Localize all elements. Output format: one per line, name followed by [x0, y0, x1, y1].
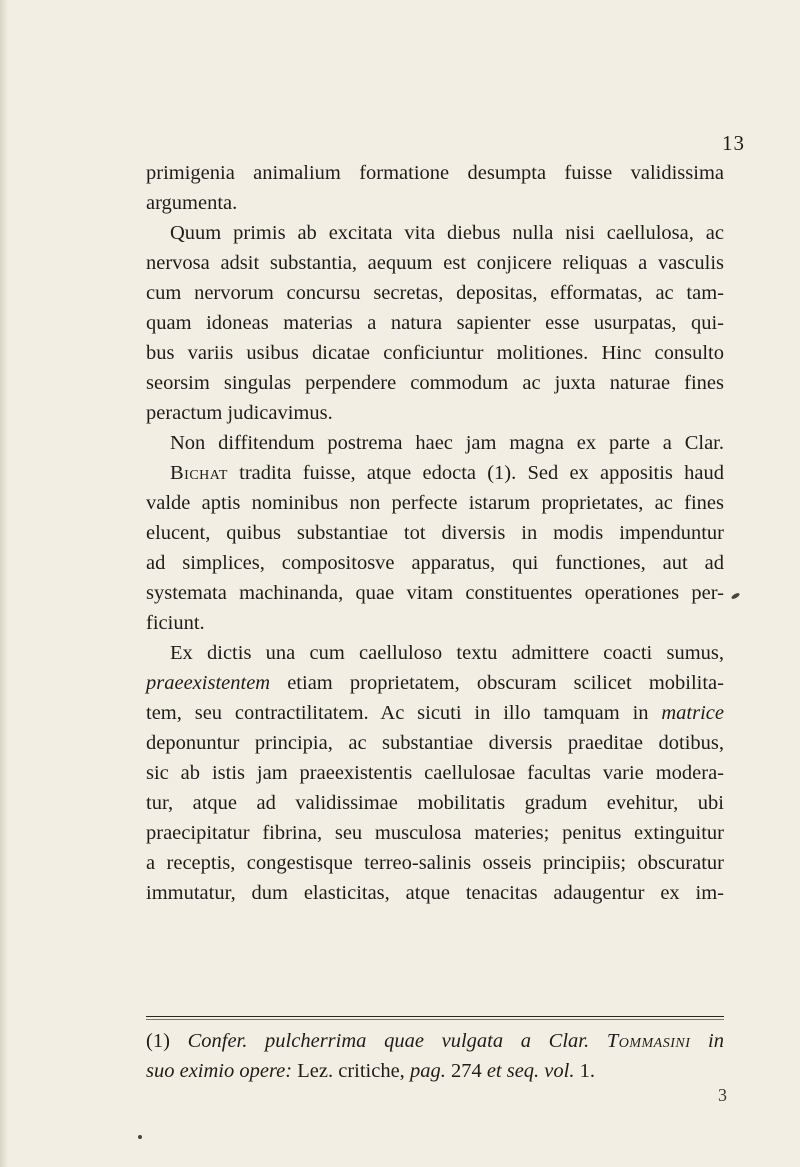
- text-run: etiam proprietatem, obscuram scilicet mobilita-: [270, 672, 724, 694]
- text-run: Lez. critiche,: [292, 1060, 410, 1082]
- page-number: 13: [722, 131, 745, 155]
- ink-speck: [731, 592, 741, 600]
- footnote-line: [146, 1056, 724, 1086]
- text-run: in: [690, 1030, 724, 1052]
- text-line: Ex dictis una cum caelluloso textu admittere coacti sumus,: [170, 642, 724, 664]
- signature-mark: 3: [718, 1085, 727, 1105]
- text-line: quam idoneas materias a natura sapienter esse usurpatas, qui-: [146, 312, 724, 334]
- text-run: suo eximio opere:: [146, 1060, 293, 1082]
- text-line: elucent, quibus substantiae tot diversis in modis impenduntur: [146, 522, 724, 544]
- text-run: Confer. pulcherrima quae vulgata a Clar.: [187, 1030, 607, 1052]
- page-edge-shadow: [0, 0, 8, 1167]
- text-line: valde aptis nominibus non perfecte istarum proprietates, ac fines: [146, 492, 724, 514]
- text-run: tem, seu contractilitatem. Ac sicuti in illo tamquam in: [146, 702, 662, 724]
- text-line: [146, 458, 724, 488]
- footnote-line: [146, 1026, 724, 1056]
- text-line: seorsim singulas perpendere commodum ac juxta naturae fines: [146, 372, 724, 394]
- text-line: Quum primis ab excitata vita diebus nulla nisi caellulosa, ac: [170, 222, 724, 244]
- text-run: praeexistentem: [146, 672, 271, 694]
- footnote-rule-thin: [146, 1019, 724, 1020]
- text-run: matrice: [661, 702, 724, 724]
- text-line: Non diffitendum postrema haec jam magna ex parte a Clar.: [170, 432, 724, 454]
- text-run: Bichat: [170, 462, 228, 484]
- body-text: [146, 158, 724, 908]
- text-line: systemata machinanda, quae vitam constituentes operationes per-: [146, 582, 724, 604]
- text-run: (1): [146, 1030, 188, 1052]
- text-line: bus variis usibus dicatae conficiuntur molitiones. Hinc consulto: [146, 342, 724, 364]
- text-line: cum nervorum concursu secretas, depositas, efformatas, ac tam-: [146, 282, 724, 304]
- text-line: praecipitatur fibrina, seu musculosa materies; penitus extinguitur: [146, 822, 724, 844]
- text-line: nervosa adsit substantia, aequum est conjicere reliquas a vasculis: [146, 252, 724, 274]
- text-run: pag.: [409, 1060, 446, 1082]
- footnote-rule: [146, 1016, 724, 1017]
- text-run: Tommasini: [606, 1030, 691, 1052]
- text-line: [146, 698, 724, 728]
- text-line: deponuntur principia, ac substantiae diversis praeditae dotibus,: [146, 732, 724, 754]
- text-line: primigenia animalium formatione desumpta fuisse validissima: [146, 162, 724, 184]
- text-line: peractum judicavimus.: [146, 402, 333, 424]
- text-run: tradita fuisse, atque edocta (1). Sed ex appositis haud: [227, 462, 724, 484]
- text-line: argumenta.: [146, 192, 238, 214]
- ink-speck: [138, 1135, 142, 1139]
- text-line: ficiunt.: [146, 612, 205, 634]
- footnotes: [146, 1026, 724, 1086]
- text-line: a receptis, congestisque terreo-salinis osseis principiis; obscuratur: [146, 852, 724, 874]
- text-line: tur, atque ad validissimae mobilitatis gradum evehitur, ubi: [146, 792, 724, 814]
- text-line: [146, 668, 724, 698]
- text-run: 1.: [574, 1060, 595, 1082]
- text-line: immutatur, dum elasticitas, atque tenacitas adaugentur ex im-: [146, 882, 724, 904]
- text-run: 274: [445, 1060, 487, 1082]
- text-run: et seq. vol.: [486, 1060, 575, 1082]
- text-line: ad simplices, compositosve apparatus, qui functiones, aut ad: [146, 552, 724, 574]
- text-line: sic ab istis jam praeexistentis caellulosae facultas varie modera-: [146, 762, 724, 784]
